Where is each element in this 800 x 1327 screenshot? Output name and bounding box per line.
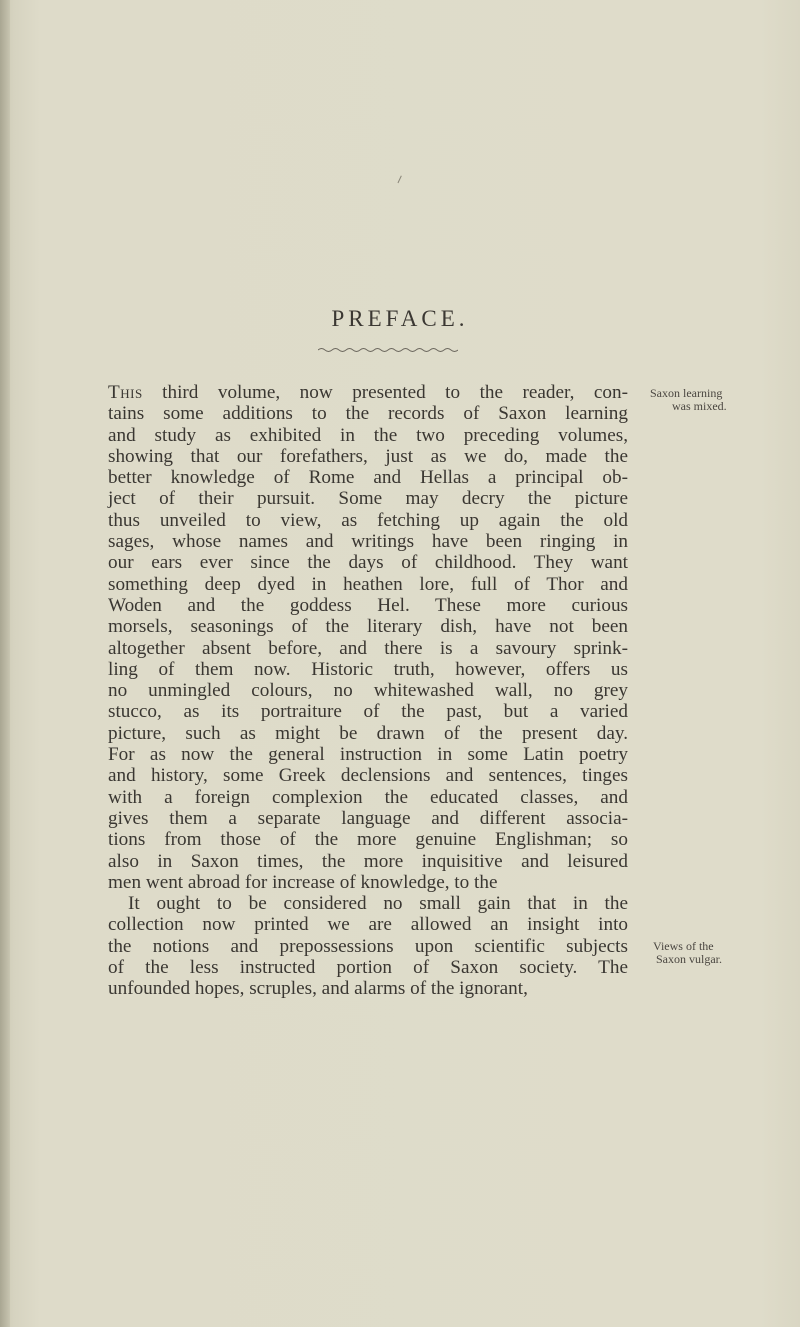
body-text (108, 382, 628, 1000)
text-line: unfounded hopes, scruples, and alarms of the ignorant, (108, 978, 528, 1000)
text-line: our ears ever since the days of childhood. They want (108, 552, 628, 574)
text-line: sages, whose names and writings have been ringing in (108, 531, 628, 553)
text-line: picture, such as might be drawn of the present day. (108, 722, 628, 744)
text-line: gives them a separate language and different associa- (108, 807, 628, 829)
text-line: Woden and the goddess Hel. These more curious (108, 594, 628, 616)
text-line: something deep dyed in heathen lore, full of Thor and (108, 573, 628, 595)
text-line: ject of their pursuit. Some may decry the picture (108, 488, 628, 510)
text-line: with a foreign complexion the educated classes, and (108, 786, 628, 808)
text-line: collection now printed we are allowed an insight into (108, 914, 628, 936)
lead-word: This (108, 382, 143, 403)
text-line: It ought to be considered no small gain that in the (128, 893, 628, 915)
text-line: stucco, as its portraiture of the past, but a varied (108, 701, 628, 723)
side-note-1-line-2: was mixed. (672, 399, 727, 413)
text-line: For as now the general instruction in some Latin poetry (108, 744, 628, 766)
text-line: the notions and prepossessions upon scientific subjects (108, 935, 628, 957)
text-line: and study as exhibited in the two preceding volumes, (108, 424, 628, 446)
text-line: and history, some Greek declensions and sentences, tinges (108, 765, 628, 787)
side-note-2-line-2: Saxon vulgar. (656, 952, 722, 966)
text-line: no unmingled colours, no whitewashed wall, no grey (108, 680, 628, 702)
text-line: also in Saxon times, the more inquisitive and leisured (108, 850, 628, 872)
side-note-2-line-1: Views of the (653, 939, 714, 953)
text-line: tions from those of the more genuine Englishman; so (108, 829, 628, 851)
text-line: men went abroad for increase of knowledge, to the (108, 871, 498, 893)
text-line: morsels, seasonings of the literary dish, have not been (108, 616, 628, 638)
text-line: thus unveiled to view, as fetching up again the old (108, 509, 628, 531)
side-note-1-line-1: Saxon learning (650, 386, 723, 400)
text-line: better knowledge of Rome and Hellas a principal ob- (108, 467, 628, 489)
decorative-wavy-rule (318, 347, 458, 353)
text-line: tains some additions to the records of Saxon learning (108, 403, 628, 425)
stray-pencil-mark (397, 176, 404, 185)
heading-text: PREFACE. (331, 306, 469, 331)
text-line: showing that our forefathers, just as we do, made the (108, 445, 628, 467)
text-line: This third volume, now presented to the reader, con- (108, 382, 628, 403)
page-heading (0, 306, 800, 332)
text-line: ling of them now. Historic truth, however, offers us (108, 658, 628, 680)
text-line: of the less instructed portion of Saxon society. The (108, 957, 628, 979)
text-line: altogether absent before, and there is a savoury sprink- (108, 637, 628, 659)
page-gutter-shadow (0, 0, 10, 1327)
